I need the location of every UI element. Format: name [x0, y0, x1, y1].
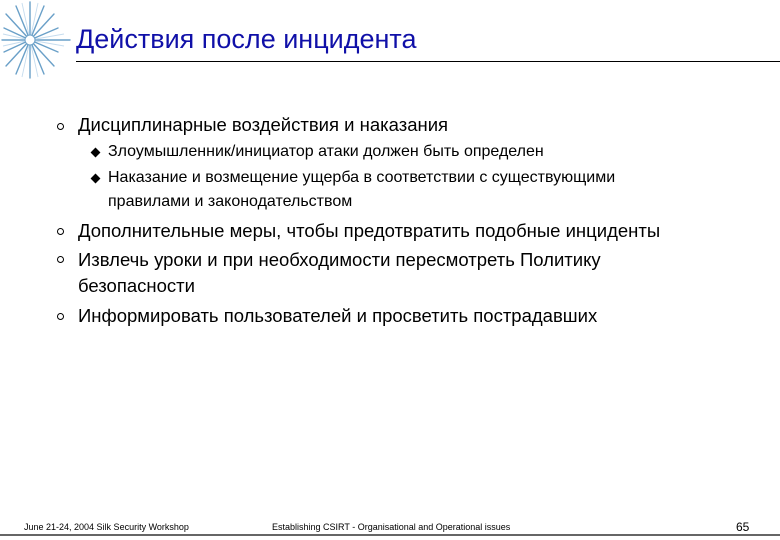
bullet-item: Дисциплинарные воздействия и наказания [78, 114, 449, 135]
sub-bullet-item-line: правилами и законодательством [108, 193, 353, 210]
title-divider [76, 61, 780, 62]
sub-bullet-item: Злоумышленник/инициатор атаки должен быть определен [108, 143, 544, 160]
slide-title: Действия после инцидента [76, 24, 417, 54]
diamond-bullet-icon [91, 174, 101, 184]
sub-bullet-item-line: Наказание и возмещение ущерба в соответствии с существующими [108, 169, 616, 186]
bullet-item: Дополнительные меры, чтобы предотвратить подобные инциденты [78, 220, 661, 241]
footer-event: June 21-24, 2004 Silk Security Workshop [24, 522, 189, 532]
bullet-item-line: безопасности [78, 275, 195, 296]
footer-topic: Establishing CSIRT - Organisational and Operational issues [272, 522, 511, 532]
bullet-icon [57, 228, 64, 235]
footer-divider [0, 534, 780, 536]
diamond-bullet-icon [91, 148, 101, 158]
bullet-icon [57, 313, 64, 320]
bullet-icon [57, 256, 64, 263]
starburst-icon [0, 0, 74, 80]
bullet-item: Информировать пользователей и просветить пострадавших [78, 305, 598, 326]
page-number: 65 [736, 520, 750, 534]
bullet-icon [57, 123, 64, 130]
bullet-item-line: Извлечь уроки и при необходимости пересмотреть Политику [78, 249, 601, 270]
